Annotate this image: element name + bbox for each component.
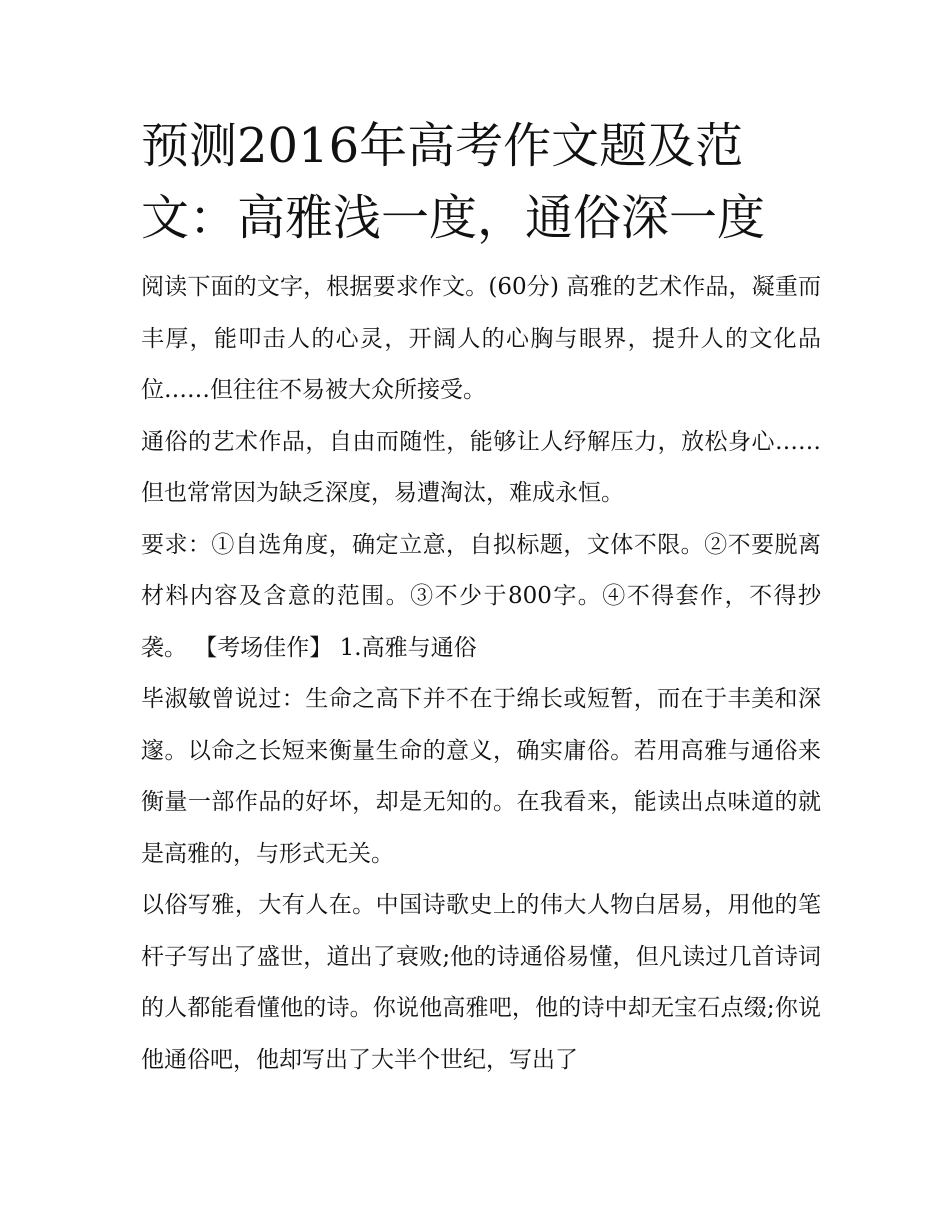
title-line-1: 预测2016年高考作文题及范: [141, 118, 744, 174]
title-line-2: 文：高雅浅一度，通俗深一度: [141, 190, 766, 246]
document-title: [141, 110, 821, 254]
prompt-paragraph: 阅读下面的文字，根据要求作文。(60分) 高雅的艺术作品，凝重而丰厚，能叩击人的心灵，开阔人的心胸与眼界，提升人的文化品位……但往往不易被大众所接受。: [141, 274, 821, 403]
document-body: [141, 110, 821, 1086]
essay-paragraph-2: 以俗写雅，大有人在。中国诗歌史上的伟大人物白居易，用他的笔杆子写出了盛世，道出了衰败;他的诗通俗易懂，但凡读过几首诗词的人都能看懂他的诗。你说他高雅吧，他的诗中却无宝石点缀;你说他通俗吧，他却写出了大半个世纪，写出了: [141, 892, 821, 1073]
essay-paragraph-1: 毕淑敏曾说过：生命之高下并不在于绵长或短暂，而在于丰美和深邃。以命之长短来衡量生命的意义，确实庸俗。若用高雅与通俗来衡量一部作品的好坏，却是无知的。在我看来，能读出点味道的就是高雅的，与形式无关。: [141, 686, 821, 867]
requirements-paragraph: 要求：①自选角度，确定立意，自拟标题，文体不限。②不要脱离材料内容及含意的范围。③不少于800字。④不得套作，不得抄袭。 【考场佳作】 1.高雅与通俗: [141, 531, 821, 661]
prompt-paragraph-popular: 通俗的艺术作品，自由而随性，能够让人纾解压力，放松身心……但也常常因为缺乏深度，易遭淘汰，难成永恒。: [141, 428, 821, 506]
